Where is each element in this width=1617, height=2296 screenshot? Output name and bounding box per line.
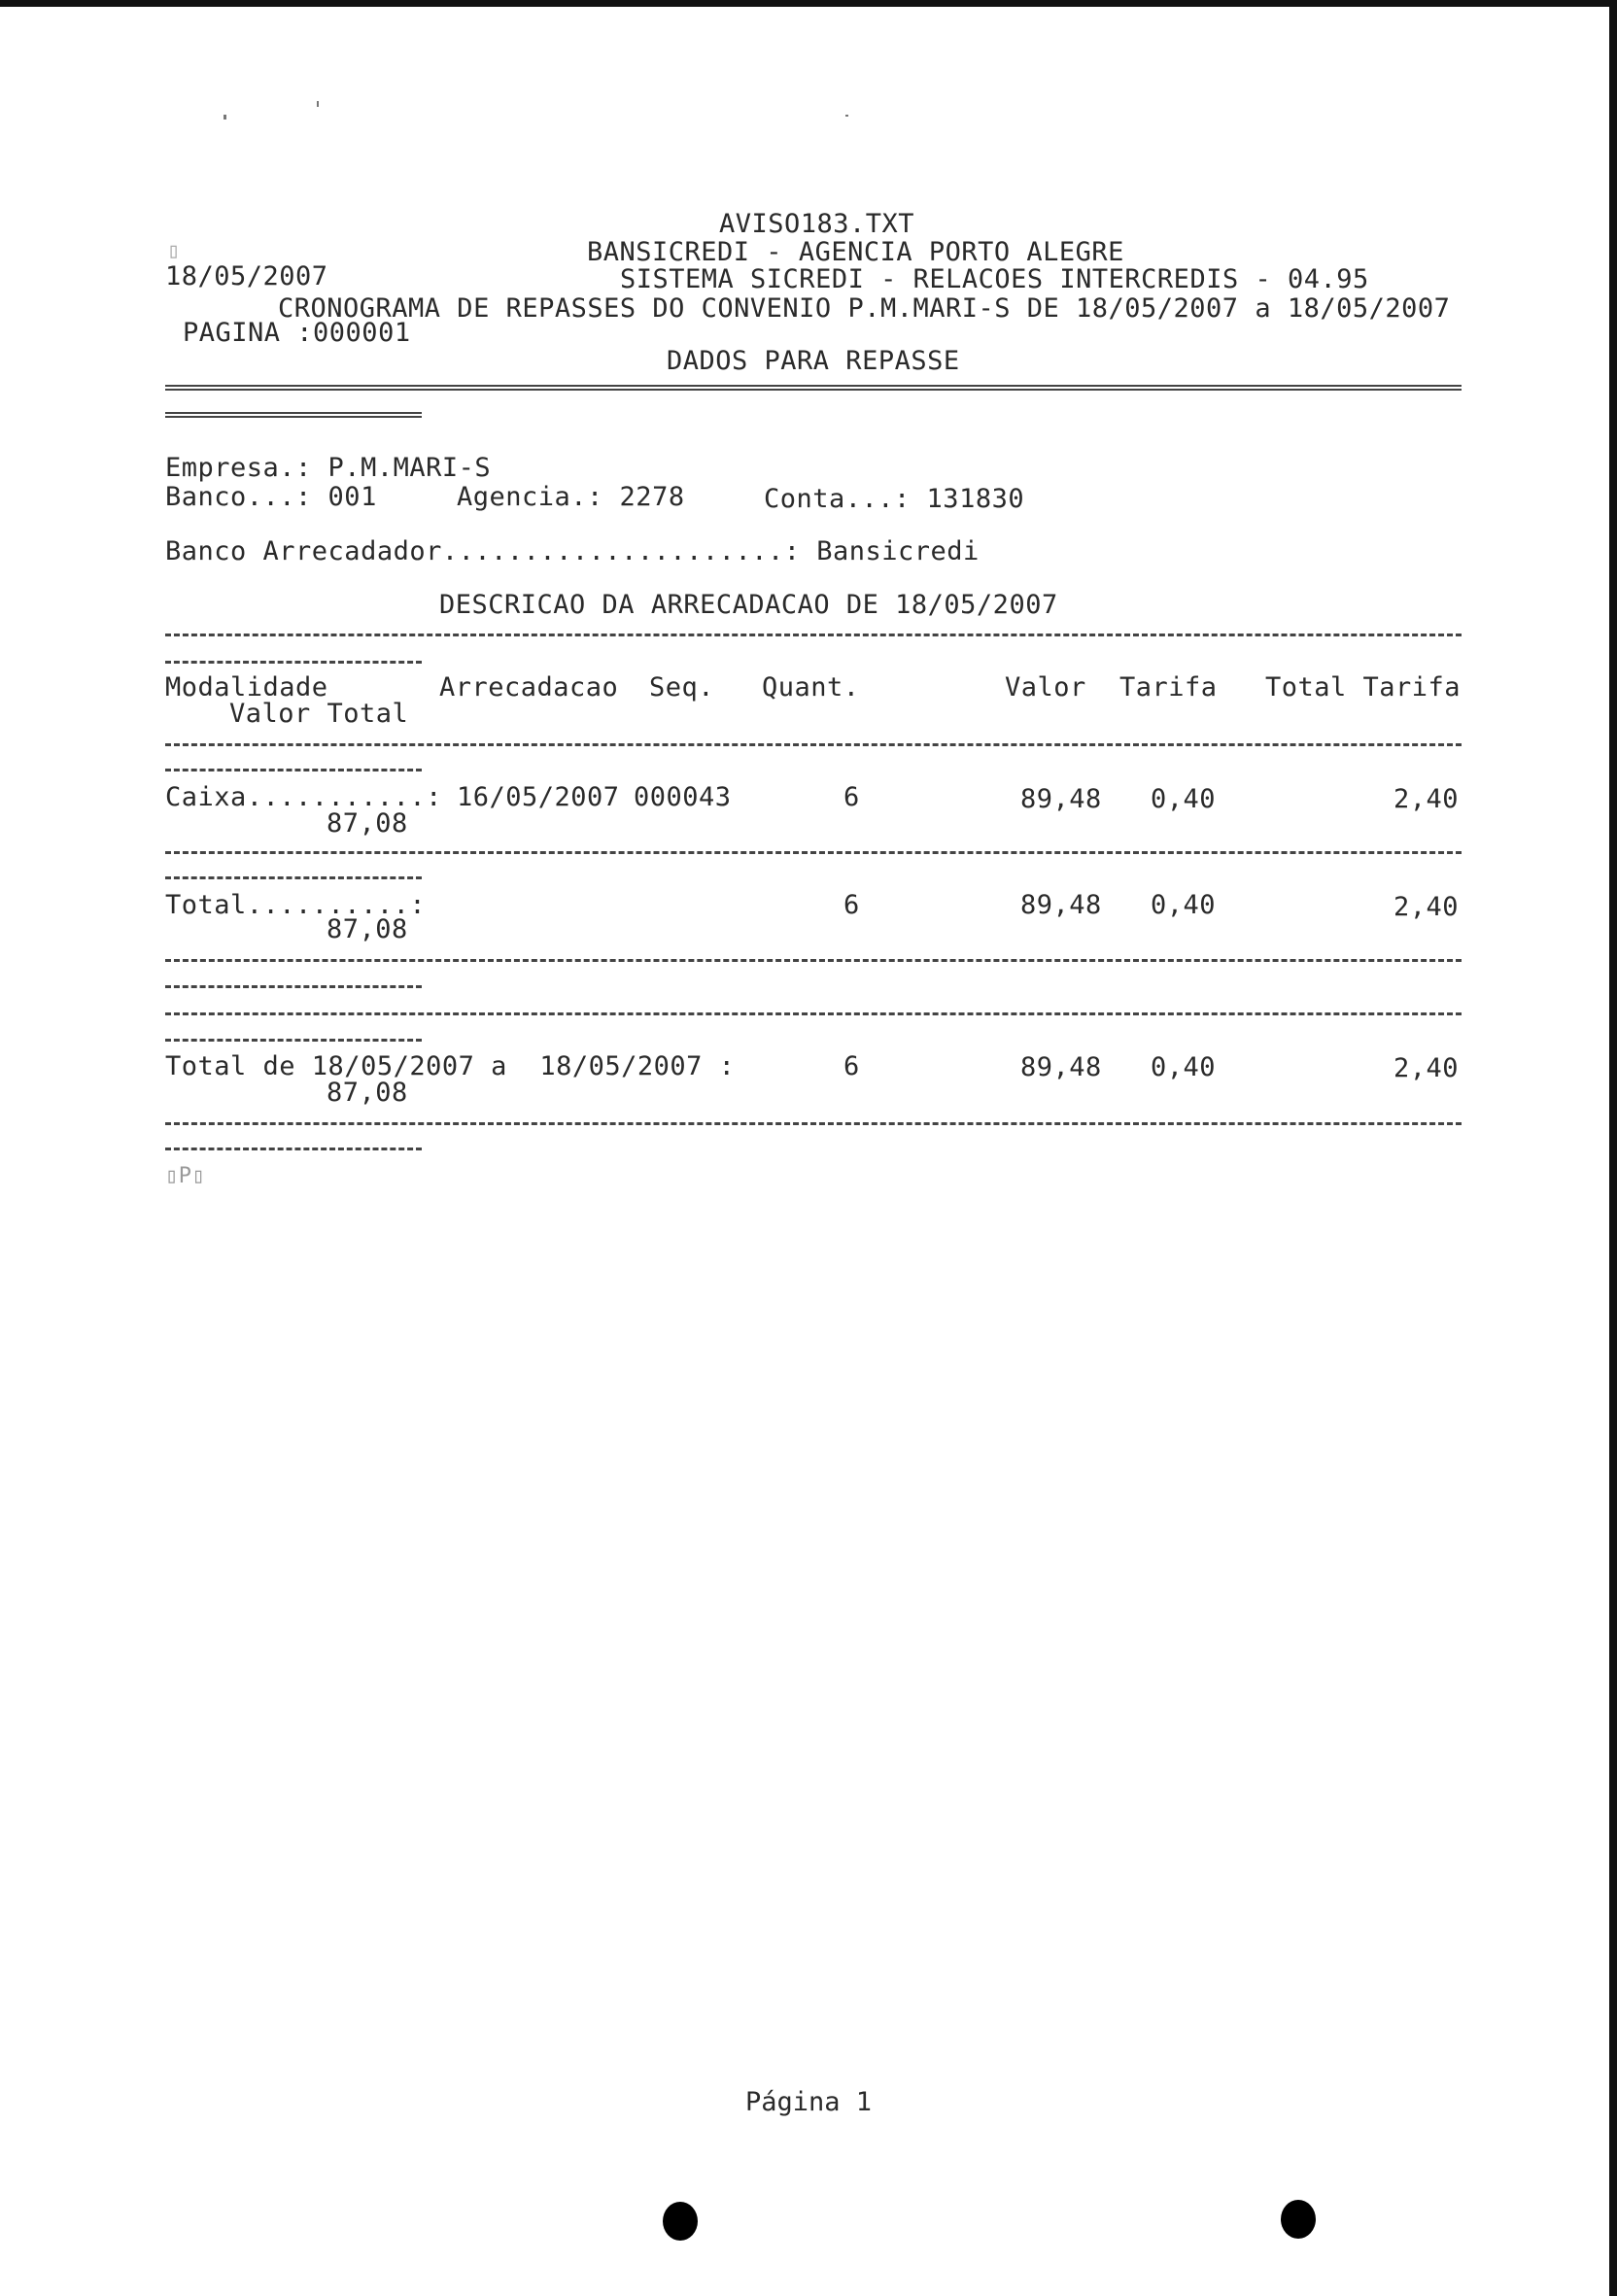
- report-filename: AVISO183.TXT: [719, 209, 915, 239]
- row-label: Caixa...........:: [165, 782, 442, 812]
- row-label: Total de 18/05/2007 a 18/05/2007 :: [165, 1051, 736, 1081]
- page-number-line: PAGINA :000001: [183, 318, 411, 348]
- header-seq: Seq.: [649, 672, 715, 703]
- page-footer: Página 1: [744, 2087, 873, 2117]
- dashed-rule: [165, 743, 1462, 746]
- header-valor: Valor: [1005, 672, 1086, 703]
- row-tarifa: 0,40: [1151, 1052, 1217, 1082]
- row-label: Total..........:: [165, 890, 427, 920]
- dashed-rule: [165, 634, 1462, 636]
- end-marker: ▯P▯: [165, 1164, 206, 1188]
- marker-glyph: ▯: [167, 239, 181, 263]
- row-quant: 6: [843, 1051, 860, 1081]
- punch-hole-left: [663, 2202, 698, 2241]
- scan-edge-right: [1609, 0, 1617, 2296]
- dashed-rule-short: [165, 1148, 422, 1150]
- banco-label: Banco...: 001: [165, 482, 377, 512]
- banco-arrecadador-line: Banco Arrecadador.....................: Bansicredi: [165, 536, 980, 566]
- system-line: SISTEMA SICREDI - RELACOES INTERCREDIS - 04.95: [620, 264, 1369, 294]
- row-valor: 89,48: [1020, 890, 1102, 920]
- conta-label: Conta...: 131830: [764, 484, 1025, 514]
- row-tarifa: 0,40: [1151, 890, 1217, 920]
- bank-agency-line: BANSICREDI - AGENCIA PORTO ALEGRE: [587, 237, 1124, 267]
- dashed-rule-short: [165, 769, 422, 771]
- dashed-rule: [165, 851, 1462, 854]
- header-tarifa: Tarifa: [1119, 672, 1218, 703]
- row-valor-total: 87,08: [327, 808, 408, 839]
- dashed-rule-short: [165, 1039, 422, 1042]
- row-total-tarifa: 2,40: [1393, 784, 1460, 814]
- dashed-rule: [165, 959, 1462, 962]
- double-rule-short: [165, 412, 422, 418]
- section-title: DADOS PARA REPASSE: [667, 346, 960, 376]
- header-valor-total: Valor Total: [229, 699, 409, 729]
- cronograma-line: CRONOGRAMA DE REPASSES DO CONVENIO P.M.MARI-S DE 18/05/2007 a 18/05/2007: [278, 293, 1451, 324]
- row-valor: 89,48: [1020, 784, 1102, 814]
- row-quant: 6: [843, 890, 860, 920]
- row-arrecadacao-date: 16/05/2007: [457, 782, 620, 812]
- dashed-rule-short: [165, 985, 422, 988]
- dashed-rule: [165, 1122, 1462, 1125]
- row-valor-total: 87,08: [327, 1078, 408, 1108]
- dashed-rule-short: [165, 661, 422, 664]
- scan-speck: [224, 115, 226, 120]
- descricao-title: DESCRICAO DA ARRECADACAO DE 18/05/2007: [439, 590, 1058, 620]
- header-modalidade: Modalidade: [165, 672, 328, 703]
- header-quant: Quant.: [762, 672, 860, 703]
- row-total-tarifa: 2,40: [1393, 1053, 1460, 1083]
- scan-speck: [317, 101, 319, 107]
- scan-edge-top: [0, 0, 1617, 7]
- scan-speck: [845, 115, 848, 117]
- report-date: 18/05/2007: [165, 261, 328, 291]
- row-valor-total: 87,08: [327, 914, 408, 944]
- punch-hole-right: [1281, 2200, 1316, 2239]
- row-seq: 000043: [634, 782, 732, 812]
- dashed-rule: [165, 1012, 1462, 1015]
- dashed-rule-short: [165, 876, 422, 879]
- header-total-tarifa: Total Tarifa: [1265, 672, 1462, 703]
- empresa-line: Empresa.: P.M.MARI-S: [165, 453, 492, 483]
- row-total-tarifa: 2,40: [1393, 892, 1460, 922]
- double-rule: [165, 385, 1462, 391]
- row-tarifa: 0,40: [1151, 784, 1217, 814]
- agencia-label: Agencia.: 2278: [457, 482, 685, 512]
- header-arrecadacao: Arrecadacao: [439, 672, 619, 703]
- row-quant: 6: [843, 782, 860, 812]
- row-valor: 89,48: [1020, 1052, 1102, 1082]
